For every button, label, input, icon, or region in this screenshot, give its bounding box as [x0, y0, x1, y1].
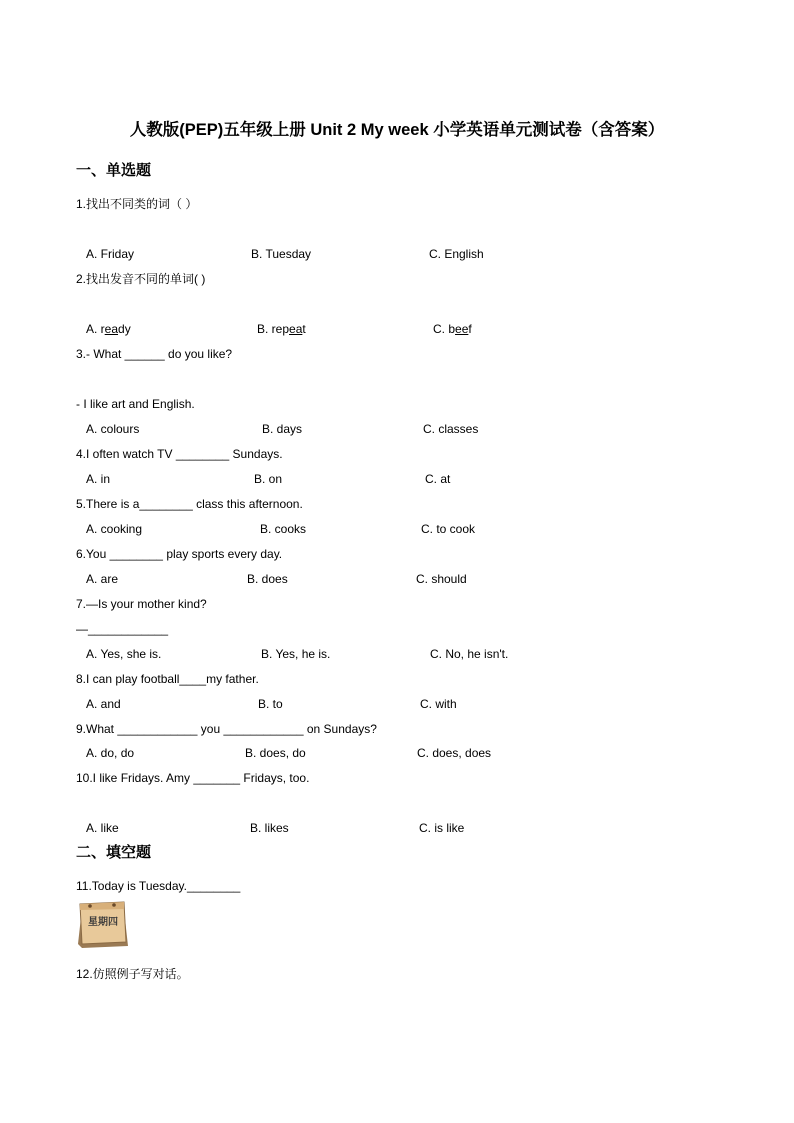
- option-text: f: [468, 322, 472, 336]
- question-2-stem: 2.找出发音不同的单词( ): [76, 272, 206, 286]
- question-3-option-c: C. classes: [423, 422, 479, 436]
- question-6-option-a: A. are: [86, 572, 119, 586]
- question-10-option-c: C. is like: [419, 821, 465, 835]
- question-1-option-a: A. Friday: [86, 247, 135, 261]
- question-5-option-a: A. cooking: [86, 522, 143, 536]
- question-7-stem: 7.—Is your mother kind?: [76, 597, 207, 611]
- question-4-option-a: A. in: [86, 472, 111, 486]
- option-text: t: [302, 322, 306, 336]
- question-10-option-a: A. like: [86, 821, 119, 835]
- calendar-picture: [76, 898, 130, 952]
- question-3-option-a: A. colours: [86, 422, 140, 436]
- question-12-stem: 12.仿照例子写对话。: [76, 967, 189, 981]
- question-5-option-c: C. to cook: [421, 522, 476, 536]
- question-1-option-c: C. English: [429, 247, 484, 261]
- question-5-stem: 5.There is a________ class this afternoon.: [76, 497, 303, 511]
- question-3-reply: - I like art and English.: [76, 397, 195, 411]
- question-7-reply-blank: —____________: [76, 622, 169, 636]
- question-8-stem: 8.I can play football____my father.: [76, 672, 259, 686]
- underlined-letters: ee: [455, 322, 469, 336]
- question-9-option-b: B. does, do: [245, 746, 306, 760]
- question-6-option-c: C. should: [416, 572, 467, 586]
- calendar-day-text: 星期四: [88, 917, 118, 928]
- question-11-stem: 11.Today is Tuesday.________: [76, 879, 241, 893]
- question-6-option-b: B. does: [247, 572, 288, 586]
- question-4-stem: 4.I often watch TV ________ Sundays.: [76, 447, 283, 461]
- section-heading-fill-blank: 二、填空题: [76, 844, 152, 861]
- question-7-option-a: A. Yes, she is.: [86, 647, 162, 661]
- underlined-letters: ea: [104, 322, 119, 336]
- question-8-option-c: C. with: [420, 697, 457, 711]
- question-3-stem: 3.- What ______ do you like?: [76, 347, 233, 361]
- question-9-option-a: A. do, do: [86, 746, 135, 760]
- question-6-stem: 6.You ________ play sports every day.: [76, 547, 283, 561]
- question-5-option-b: B. cooks: [260, 522, 307, 536]
- section-heading-single-choice: 一、单选题: [76, 162, 152, 179]
- question-1-option-b: B. Tuesday: [251, 247, 312, 261]
- question-1-stem: 1.找出不同类的词（ ）: [76, 197, 198, 211]
- question-7-option-b: B. Yes, he is.: [261, 647, 331, 661]
- question-9-stem: 9.What ____________ you ____________ on Sundays?: [76, 722, 377, 736]
- question-3-option-b: B. days: [262, 422, 303, 436]
- option-text: C. b: [433, 322, 456, 336]
- option-text: B. rep: [257, 322, 290, 336]
- question-2-option-b: [257, 321, 306, 337]
- question-10-stem: 10.I like Fridays. Amy _______ Fridays, too.: [76, 771, 310, 785]
- question-8-option-b: B. to: [258, 697, 283, 711]
- question-2-option-a: [86, 321, 131, 337]
- question-10-option-b: B. likes: [250, 821, 289, 835]
- option-text: dy: [118, 322, 131, 336]
- question-4-option-b: B. on: [254, 472, 283, 486]
- option-text: A. r: [86, 322, 105, 336]
- question-8-option-a: A. and: [86, 697, 121, 711]
- question-9-option-c: C. does, does: [417, 746, 492, 760]
- question-7-option-c: C. No, he isn't.: [430, 647, 509, 661]
- page-title: 人教版(PEP)五年级上册 Unit 2 My week 小学英语单元测试卷（含答案）: [129, 121, 665, 139]
- underlined-letters: ea: [289, 322, 303, 336]
- question-4-option-c: C. at: [425, 472, 451, 486]
- question-2-option-c: [433, 321, 472, 337]
